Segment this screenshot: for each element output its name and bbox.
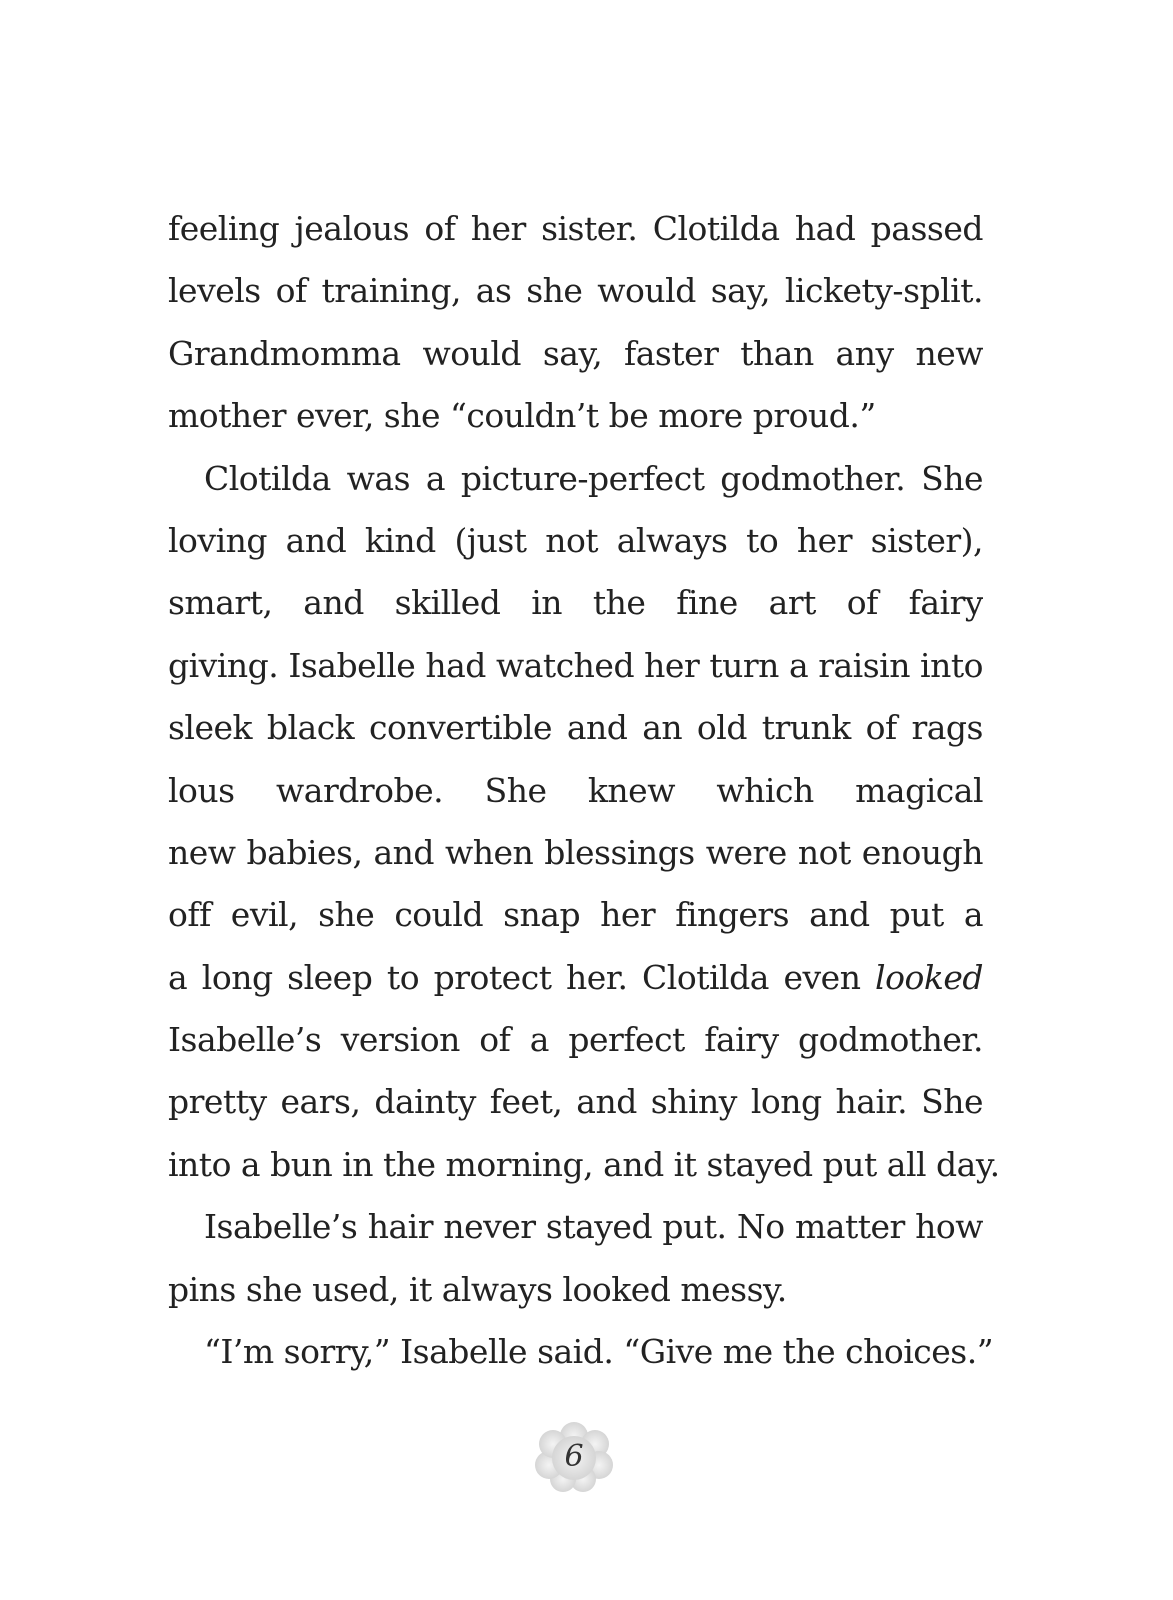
emphasized-word: looked: [875, 957, 983, 997]
text-line: sleek black convertible and an old trunk of rags: [168, 708, 983, 748]
body-text: [168, 198, 1000, 1383]
text-line: giving. Isabelle had watched her turn a raisin into: [168, 645, 983, 685]
text-line: new babies, and when blessings were not enough: [168, 832, 983, 872]
page-number-label: 6: [564, 1439, 584, 1474]
text-line: Clotilda was a picture-perfect godmother. She: [204, 458, 983, 498]
text-line: pretty ears, dainty feet, and shiny long hair. She: [168, 1082, 983, 1122]
text-line: “I’m sorry,” Isabelle said. “Give me the choices.”: [204, 1332, 994, 1372]
text-line: Isabelle’s version of a perfect fairy godmother.: [168, 1020, 983, 1060]
text-line: off evil, she could snap her fingers and put a: [168, 895, 983, 935]
text-line: pins she used, it always looked messy.: [168, 1269, 787, 1309]
text-line: feeling jealous of her sister. Clotilda had passed: [168, 209, 983, 248]
text-segment: a long sleep to protect her. Clotilda even: [168, 957, 876, 997]
text-line: mother ever, she “couldn’t be more proud.”: [168, 396, 876, 436]
text-line: [168, 947, 983, 1009]
text-line: Isabelle’s hair never stayed put. No matter how: [204, 1207, 983, 1247]
text-line: smart, and skilled in the fine art of fairy: [168, 583, 983, 623]
text-line: into a bun in the morning, and it stayed put all day.: [168, 1144, 1000, 1184]
text-line: levels of training, as she would say, lickety-split.: [168, 271, 983, 311]
text-line: loving and kind (just not always to her sister),: [168, 520, 983, 560]
text-line: Grandmomma would say, faster than any new: [168, 333, 983, 373]
text-line: lous wardrobe. She knew which magical: [168, 770, 983, 810]
page-number: [533, 1421, 615, 1493]
